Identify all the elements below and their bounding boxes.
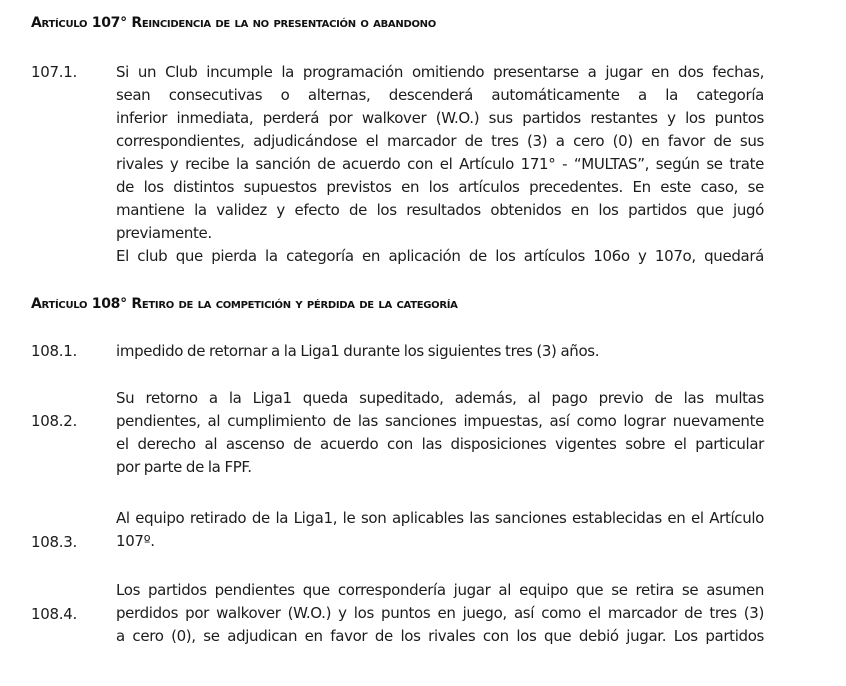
paragraph-108-2-number: 108.2. xyxy=(31,412,77,430)
text-line: Al equipo retirado de la Liga1, le son aplicables las sanciones establecidas en el Artículo xyxy=(116,509,764,527)
text-line: pendientes, al cumplimiento de las sanciones impuestas, así como lograr nuevamente xyxy=(116,412,764,430)
article-108-heading: Artículo 108° Retiro de la competición y pérdida de la categoría xyxy=(31,296,458,312)
text-line: impedido de retornar a la Liga1 durante los siguientes tres (3) años. xyxy=(116,342,600,360)
article-107-heading: Artículo 107° Reincidencia de la no presentación o abandono xyxy=(31,15,436,31)
paragraph-108-1-text xyxy=(116,340,764,363)
text-line: Si un Club incumple la programación omitiendo presentarse a jugar en dos fechas, xyxy=(116,63,764,81)
text-line: sean consecutivas o alternas, descenderá automáticamente a la categoría xyxy=(116,86,764,104)
text-line: perdidos por walkover (W.O.) y los puntos en juego, así como el marcador de tres (3) xyxy=(116,604,764,622)
text-line: inferior inmediata, perderá por walkover (W.O.) sus partidos restantes y los puntos xyxy=(116,109,764,127)
paragraph-108-4-number: 108.4. xyxy=(31,605,77,623)
paragraph-108-1-number: 108.1. xyxy=(31,342,77,360)
text-line: previamente. xyxy=(116,224,212,242)
text-line: de los distintos supuestos previstos en los artículos precedentes. En este caso, se xyxy=(116,178,764,196)
paragraph-107-1-number: 107.1. xyxy=(31,63,77,81)
text-line: mantiene la validez y efecto de los resultados obtenidos en los partidos que jugó xyxy=(116,201,764,219)
paragraph-108-4-text xyxy=(116,579,764,648)
text-line: el derecho al ascenso de acuerdo con las disposiciones vigentes sobre el particular xyxy=(116,435,764,453)
paragraph-107-1-text xyxy=(116,61,764,268)
paragraph-108-2-text xyxy=(116,387,764,479)
text-line: rivales y recibe la sanción de acuerdo con el Artículo 171° - “MULTAS”, según se trate xyxy=(116,155,764,173)
text-line: Su retorno a la Liga1 queda supeditado, además, al pago previo de las multas xyxy=(116,389,764,407)
text-line: correspondientes, adjudicándose el marcador de tres (3) a cero (0) en favor de sus xyxy=(116,132,764,150)
text-line: El club que pierda la categoría en aplicación de los artículos 106o y 107o, quedará xyxy=(116,247,764,265)
text-line: 107º. xyxy=(116,532,155,550)
paragraph-108-3-number: 108.3. xyxy=(31,533,77,551)
text-line: por parte de la FPF. xyxy=(116,458,252,476)
text-line: a cero (0), se adjudican en favor de los rivales con los que debió jugar. Los partidos xyxy=(116,627,764,645)
paragraph-108-3-text xyxy=(116,507,764,553)
text-line: Los partidos pendientes que correspondería jugar al equipo que se retira se asumen xyxy=(116,581,764,599)
